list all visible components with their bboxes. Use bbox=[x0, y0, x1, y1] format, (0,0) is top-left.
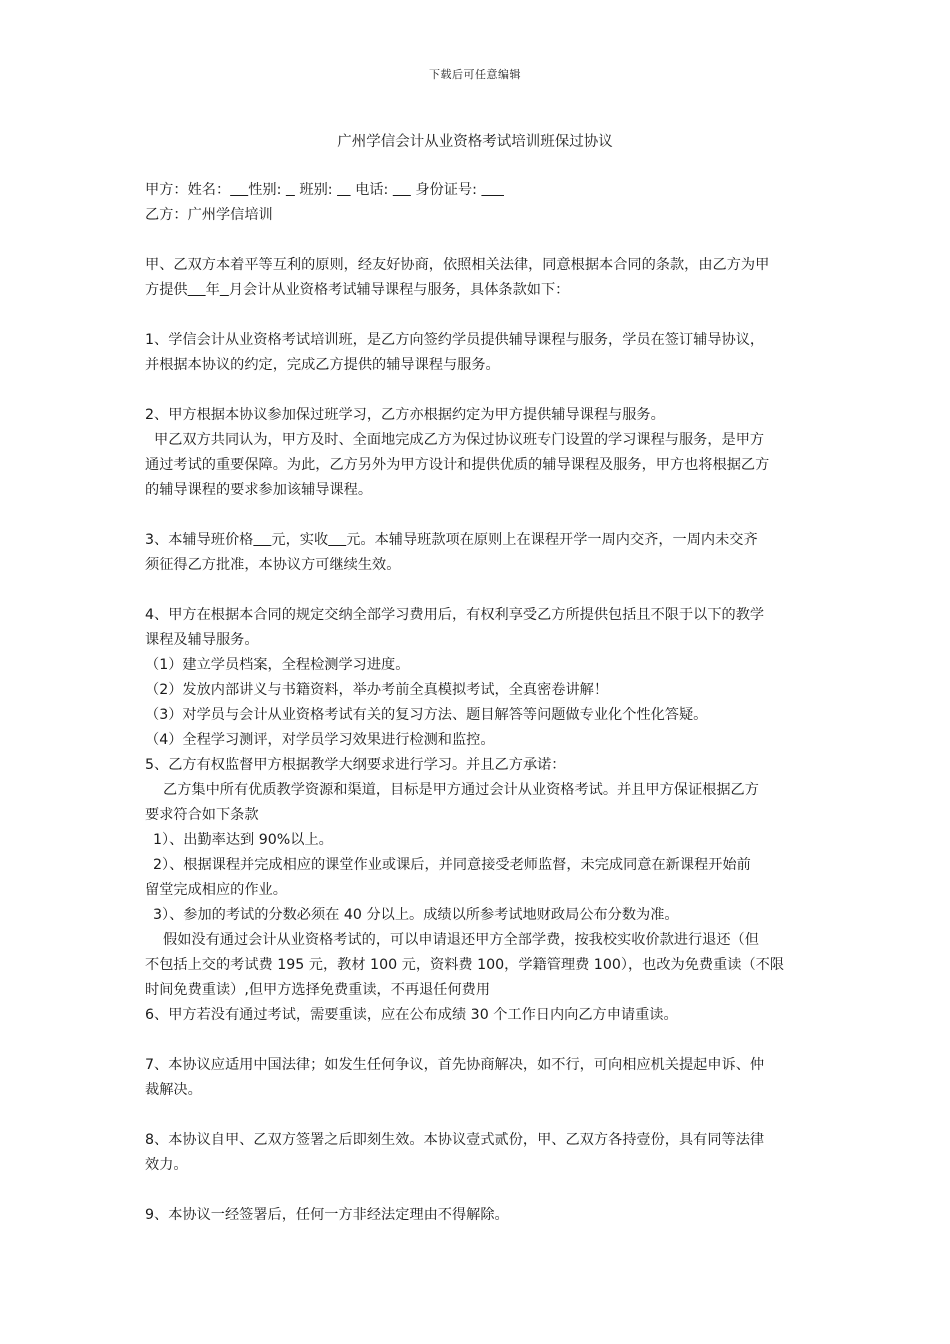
clause-1: 1、学信会计从业资格考试培训班，是乙方向签约学员提供辅导课程与服务，学员在签订辅导协议， bbox=[145, 332, 765, 348]
clause-8: 效力。 bbox=[145, 1157, 188, 1173]
month-blank bbox=[220, 282, 229, 298]
intro-line: 方提供 年 月会计从业资格考试辅导课程与服务，具体条款如下： bbox=[145, 282, 570, 298]
service-item: （2）发放内部讲义与书籍资料，举办考前全真模拟考试，全真密卷讲解！ bbox=[145, 682, 609, 698]
phone-blank bbox=[393, 182, 411, 198]
clause-4: 4、甲方在根据本合同的规定交纳全部学习费用后，有权利享受乙方所提供包括且不限于以下的教学 bbox=[145, 607, 765, 623]
clause-2: 通过考试的重要保障。为此，乙方另外为甲方设计和提供优质的辅导课程及服务，甲方也将根据乙方 bbox=[145, 457, 770, 473]
page-title: 广州学信会计从业资格考试培训班保过协议 bbox=[337, 134, 613, 150]
price-blank bbox=[253, 532, 271, 548]
clause-5: 乙方集中所有优质教学资源和渠道，目标是甲方通过会计从业资格考试。并且甲方保证根据乙方 bbox=[145, 782, 759, 798]
clause-7: 7、本协议应适用中国法律；如发生任何争议，首先协商解决，如不行，可向相应机关提起申诉、仲 bbox=[145, 1057, 765, 1073]
condition-item: 2）、根据课程并完成相应的课堂作业或课后，并同意接受老师监督，未完成同意在新课程开始前 bbox=[153, 857, 751, 873]
clause-6: 6、甲方若没有通过考试，需要重读，应在公布成绩 30 个工作日内向乙方申请重读。 bbox=[145, 1007, 678, 1023]
condition-item: 1）、出勤率达到 90%以上。 bbox=[153, 832, 333, 848]
clause-2: 2、甲方根据本协议参加保过班学习，乙方亦根据约定为甲方提供辅导课程与服务。 bbox=[145, 407, 665, 423]
condition-item: 留堂完成相应的作业。 bbox=[145, 882, 287, 898]
refund-clause: 假如没有通过会计从业资格考试的，可以申请退还甲方全部学费，按我校实收价款进行退还（但 bbox=[145, 932, 759, 948]
refund-clause: 不包括上交的考试费 195 元，教材 100 元，资料费 100，学籍管理费 100），也改为免费重读（不限 bbox=[145, 957, 785, 973]
name-blank bbox=[230, 182, 248, 198]
clause-5: 5、乙方有权监督甲方根据教学大纲要求进行学习。并且乙方承诺： bbox=[145, 757, 566, 773]
clause-3: 须征得乙方批准，本协议方可继续生效。 bbox=[145, 557, 401, 573]
service-item: （4）全程学习测评，对学员学习效果进行检测和监控。 bbox=[145, 732, 495, 748]
clause-7: 裁解决。 bbox=[145, 1082, 202, 1098]
clause-5: 要求符合如下条款 bbox=[145, 807, 259, 823]
header-note: 下载后可任意编辑 bbox=[429, 68, 521, 81]
party-a-line: 甲方：姓名： 性别: 班别: 电话: 身份证号: bbox=[145, 178, 825, 203]
clause-3: 3、本辅导班价格 元，实收 元。本辅导班款项在原则上在课程开学一周内交齐，一周内未交齐 bbox=[145, 532, 758, 548]
year-blank bbox=[188, 282, 206, 298]
service-item: （1）建立学员档案，全程检测学习进度。 bbox=[145, 657, 410, 673]
class-blank bbox=[337, 182, 351, 198]
intro-line: 甲、乙双方本着平等互利的原则，经友好协商，依照相关法律，同意根据本合同的条款，由乙方为甲 bbox=[145, 257, 770, 273]
condition-item: 3）、参加的考试的分数必须在 40 分以上。成绩以所参考试地财政局公布分数为准。 bbox=[153, 907, 679, 923]
clause-1: 并根据本协议的约定，完成乙方提供的辅导课程与服务。 bbox=[145, 357, 500, 373]
clause-2: 甲乙双方共同认为，甲方及时、全面地完成乙方为保过协议班专门设置的学习课程与服务，是甲方 bbox=[145, 432, 765, 448]
clause-2: 的辅导课程的要求参加该辅导课程。 bbox=[145, 482, 373, 498]
clause-4: 课程及辅导服务。 bbox=[145, 632, 259, 648]
refund-clause: 时间免费重读）,但甲方选择免费重读，不再退任何费用 bbox=[145, 982, 491, 998]
id-blank bbox=[481, 182, 504, 198]
party-b-line: 乙方：广州学信培训 bbox=[145, 207, 273, 223]
gender-blank bbox=[286, 182, 295, 198]
paid-blank bbox=[328, 532, 346, 548]
clause-9: 9、本协议一经签署后，任何一方非经法定理由不得解除。 bbox=[145, 1207, 509, 1223]
service-item: （3）对学员与会计从业资格考试有关的复习方法、题目解答等问题做专业化个性化答疑。 bbox=[145, 707, 708, 723]
agreement-body bbox=[145, 178, 825, 1228]
clause-8: 8、本协议自甲、乙双方签署之后即刻生效。本协议壹式贰份，甲、乙双方各持壹份，具有同等法律 bbox=[145, 1132, 765, 1148]
